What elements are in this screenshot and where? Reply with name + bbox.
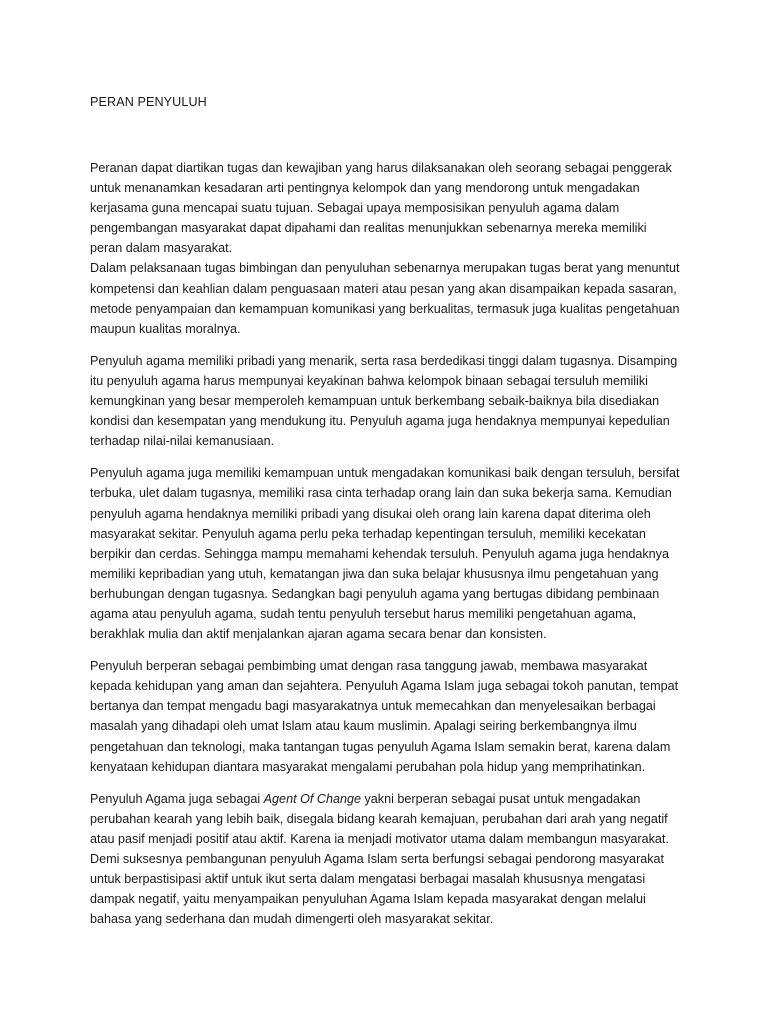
paragraph-5: Penyuluh berperan sebagai pembimbing umat dengan rasa tanggung jawab, membawa masyarakat kepada kehidupan yang aman dan sejahtera. Penyuluh Agama Islam juga sebagai tokoh panutan, tempat bertanya dan tempat mengadu bagi masyarakatnya untuk memecahkan dan menyelesaikan berbagai masalah yang dihadapi oleh umat Islam atau kaum muslimin. Apalagi seiring berkembangnya ilmu pengetahuan dan teknologi, maka tantangan tugas penyuluh Agama Islam semakin berat, karena dalam kenyataan kehidupan diantara masyarakat mengalami perubahan pola hidup yang memprihatinkan. [90,659,679,774]
paragraph-6-lead: Penyuluh Agama juga sebagai [90,791,264,806]
document-title: PERAN PENYULUH [90,95,207,109]
paragraph-1: Peranan dapat diartikan tugas dan kewajiban yang harus dilaksanakan oleh seorang sebagai penggerak untuk menanamkan kesadaran arti pentingnya kelompok dan yang mendorong untuk mengadakan kerjasama guna mencapai suatu tujuan. Sebagai upaya memposisikan penyuluh agama dalam pengembangan masyarakat dapat dipahami dan realitas menunjukkan sebenarnya mereka memiliki peran dalam masyarakat. [90,161,672,256]
paragraph-6-italic-term: Agent Of Change [263,791,361,806]
document-body [90,158,680,929]
paragraph-4: Penyuluh agama juga memiliki kemampuan untuk mengadakan komunikasi baik dengan tersuluh, bersifat terbuka, ulet dalam tugasnya, memiliki rasa cinta terhadap orang lain dan suka bekerja sama. Kemudian penyuluh agama hendaknya memiliki pribadi yang disukai oleh orang lain karena dapat diterima oleh masyarakat sekitar. Penyuluh agama perlu peka terhadap kepentingan tersuluh, memiliki kecekatan berpikir dan cerdas. Sehingga mampu memahami kehendak tersuluh. Penyuluh agama juga hendaknya memiliki kepribadian yang utuh, kematangan jiwa dan suka belajar khususnya ilmu pengetahuan yang berhubungan dengan tugasnya. Sedangkan bagi penyuluh agama yang bertugas dibidang pembinaan agama atau penyuluh agama, sudah tentu penyuluh tersebut harus memiliki pengetahuan agama, berakhlak mulia dan aktif menjalankan ajaran agama secara benar dan konsisten. [90,466,680,642]
paragraph-2: Dalam pelaksanaan tugas bimbingan dan penyuluhan sebenarnya merupakan tugas berat yang menuntut kompetensi dan keahlian dalam penguasaan materi atau pesan yang akan disampaikan kepada sasaran, metode penyampaian dan kemampuan komunikasi yang berkualitas, termasuk juga kualitas pengetahuan maupun kualitas moralnya. [90,261,680,336]
paragraph-6-rest: yakni berperan sebagai pusat untuk mengadakan perubahan kearah yang lebih baik, disegala bidang kearah kemajuan, perubahan dari arah yang negatif atau pasif menjadi positif atau aktif. Karena ia menjadi motivator utama dalam membangun masyarakat. Demi suksesnya pembangunan penyuluh Agama Islam serta berfungsi sebagai pendorong masyarakat untuk berpastisipasi aktif untuk ikut serta dalam mengatasi berbagai masalah khususnya mengatasi dampak negatif, yaitu menyampaikan penyuluhan Agama Islam kepada masyarakat dengan melalui bahasa yang sederhana dan mudah dimengerti oleh masyarakat sekitar. [90,791,669,927]
paragraph-3: Penyuluh agama memiliki pribadi yang menarik, serta rasa berdedikasi tinggi dalam tugasnya. Disamping itu penyuluh agama harus mempunyai keyakinan bahwa kelompok binaan sebagai tersuluh memiliki kemungkinan yang besar memperoleh kemampuan untuk berkembang sebaik-baiknya bila disediakan kondisi dan kesempatan yang mendukung itu. Penyuluh agama juga hendaknya mempunyai kepedulian terhadap nilai-nilai kemanusiaan. [90,353,678,449]
paragraph-6 [90,789,680,930]
